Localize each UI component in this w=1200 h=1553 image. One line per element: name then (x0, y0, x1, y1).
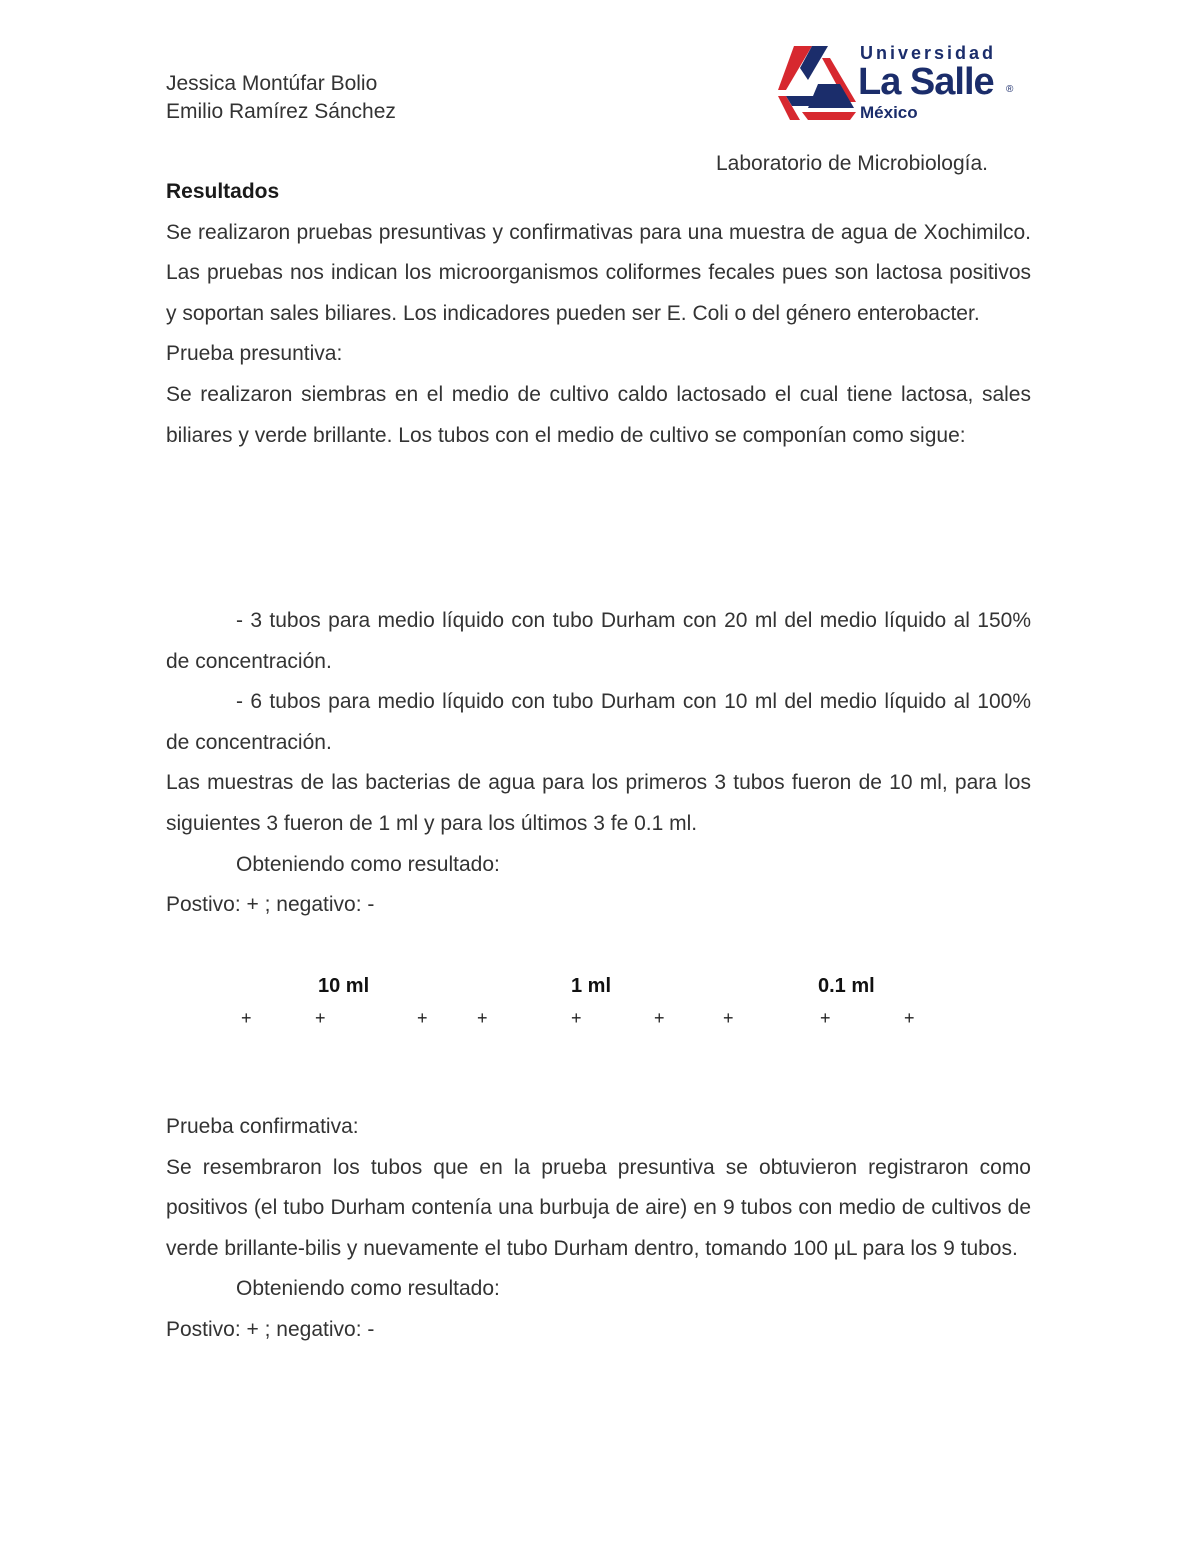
confirmative-section (166, 1107, 1031, 1351)
result-intro: Obteniendo como resultado: (236, 1277, 500, 1301)
result-sign: + (477, 1008, 488, 1028)
result-sign: + (654, 1008, 665, 1028)
section-title: Resultados (166, 180, 280, 203)
result-sign: + (241, 1008, 252, 1028)
logo-text-mexico: México (860, 103, 918, 122)
list-item: - 3 tubos para medio líquido con tubo Durham con 20 ml del medio líquido al 150% de concentración. (166, 609, 1031, 673)
result-sign: + (571, 1008, 582, 1028)
logo-text-universidad: Universidad (860, 43, 997, 63)
author-name: Emilio Ramírez Sánchez (166, 100, 396, 123)
tubes-list (166, 601, 1031, 926)
result-sign: + (315, 1008, 326, 1028)
list-item: - 6 tubos para medio líquido con tubo Durham con 10 ml del medio líquido al 100% de concentración. (166, 690, 1031, 754)
result-intro: Obteniendo como resultado: (236, 852, 500, 876)
logo-registered-mark: ® (1006, 84, 1014, 95)
result-legend: Postivo: + ; negativo: - (166, 1317, 375, 1341)
university-logo (778, 42, 1028, 124)
result-legend: Postivo: + ; negativo: - (166, 893, 375, 917)
results-section (166, 172, 1031, 456)
result-sign: + (417, 1008, 428, 1028)
samples-paragraph: Las muestras de las bacterias de agua para los primeros 3 tubos fueron de 10 ml, para los siguientes 3 fueron de 1 ml y para los últimos 3 fe 0.1 ml. (166, 771, 1031, 835)
author-name: Jessica Montúfar Bolio (166, 72, 378, 95)
logo-text-la-salle: La Salle (858, 61, 994, 103)
presumptive-title: Prueba presuntiva: (166, 342, 343, 366)
column-header-10ml: 10 ml (318, 975, 370, 997)
column-header-0-1ml: 0.1 ml (818, 975, 875, 997)
result-sign: + (820, 1008, 831, 1028)
confirmative-paragraph: Se resembraron los tubos que en la prueba presuntiva se obtuvieron registraron como positivos (el tubo Durham contenía una burbuja de aire) en 9 tubos con medio de cultivos de verde brillante-bilis y nuevamente el tubo Durham dentro, tomando 100 µL para los 9 tubos. (166, 1155, 1031, 1260)
la-salle-star-icon (778, 44, 858, 120)
presumptive-paragraph: Se realizaron siembras en el medio de cultivo caldo lactosado el cual tiene lactosa, sales biliares y verde brillante. Los tubos con el medio de cultivo se componían como sigue: (166, 382, 1031, 447)
lab-name: Laboratorio de Microbiología. (716, 152, 988, 175)
result-sign: + (904, 1008, 915, 1028)
column-header-1ml: 1 ml (571, 975, 612, 997)
result-sign: + (723, 1008, 734, 1028)
intro-paragraph: Se realizaron pruebas presuntivas y confirmativas para una muestra de agua de Xochimilco. Las pruebas nos indican los microorganismos coliformes fecales pues son lactosa positivos y soportan sales biliares. Los indicadores pueden ser E. Coli o del género enterobacter. (166, 220, 1031, 325)
authors-block (166, 70, 396, 126)
confirmative-title: Prueba confirmativa: (166, 1115, 359, 1138)
